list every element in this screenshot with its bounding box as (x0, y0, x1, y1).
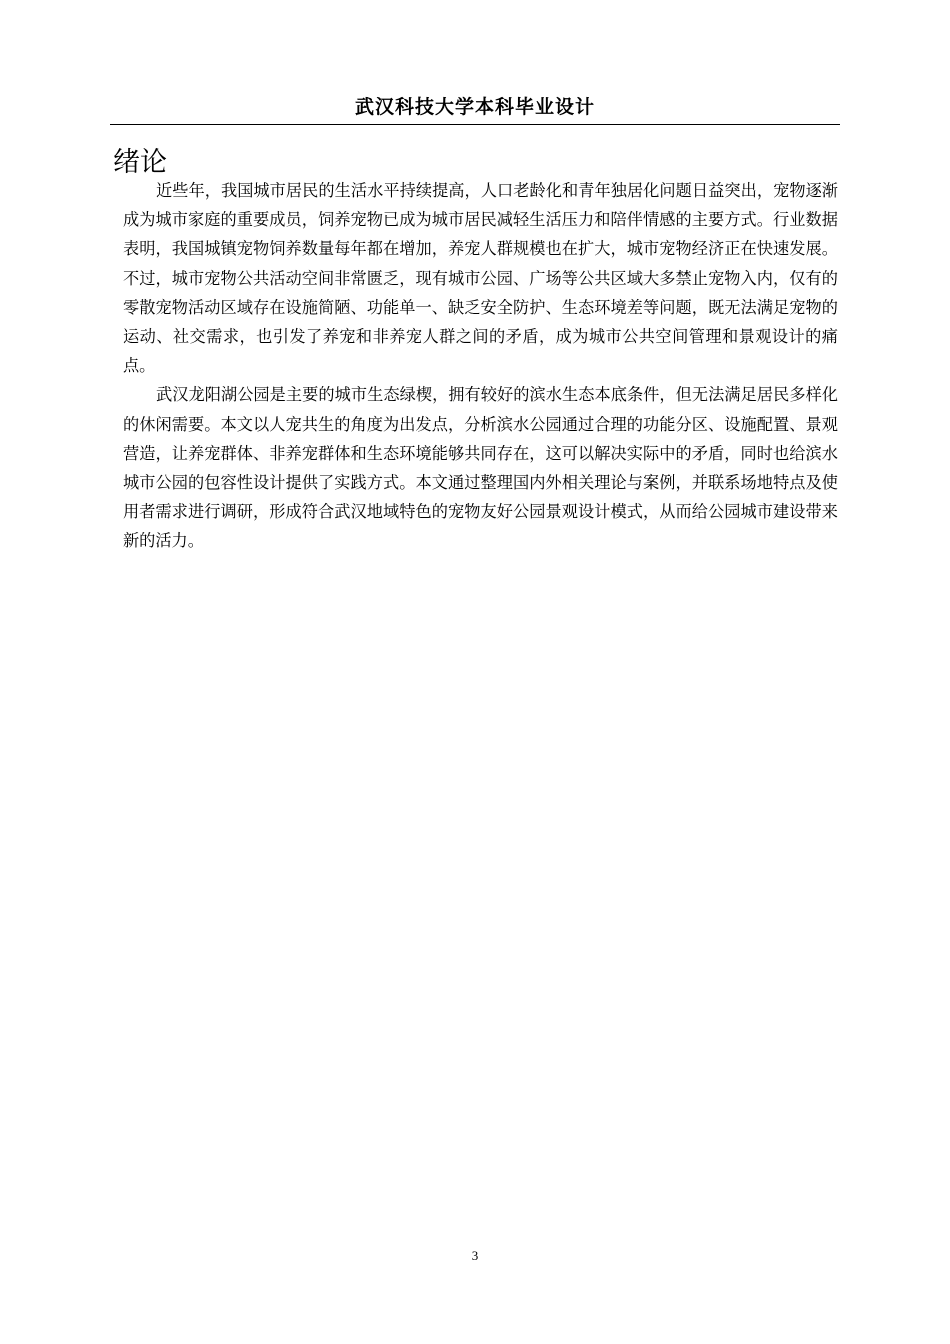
paragraph-1: 近些年，我国城市居民的生活水平持续提高，人口老龄化和青年独居化问题日益突出，宠物逐渐成为城市家庭的重要成员，饲养宠物已成为城市居民减轻生活压力和陪伴情感的主要方式。行业数据表明，我国城镇宠物饲养数量每年都在增加，养宠人群规模也在扩大，城市宠物经济正在快速发展。不过，城市宠物公共活动空间非常匮乏，现有城市公园、广场等公共区域大多禁止宠物入内，仅有的零散宠物活动区域存在设施简陋、功能单一、缺乏安全防护、生态环境差等问题，既无法满足宠物的运动、社交需求，也引发了养宠和非养宠人群之间的矛盾，成为城市公共空间管理和景观设计的痛点。 (123, 181, 838, 376)
body-text (123, 176, 838, 556)
section-heading: 绪论 (113, 147, 167, 178)
page-header-title: 武汉科技大学本科毕业设计 (354, 96, 595, 118)
header-divider (110, 124, 840, 125)
paragraph-2: 武汉龙阳湖公园是主要的城市生态绿楔，拥有较好的滨水生态本底条件，但无法满足居民多样化的休闲需要。本文以人宠共生的角度为出发点，分析滨水公园通过合理的功能分区、设施配置、景观营造，让养宠群体、非养宠群体和生态环境能够共同存在，这可以解决实际中的矛盾，同时也给滨水城市公园的包容性设计提供了实践方式。本文通过整理国内外相关理论与案例，并联系场地特点及使用者需求进行调研，形成符合武汉地域特色的宠物友好公园景观设计模式，从而给公园城市建设带来新的活力。 (123, 385, 838, 551)
page-number: 3 (471, 1248, 479, 1263)
